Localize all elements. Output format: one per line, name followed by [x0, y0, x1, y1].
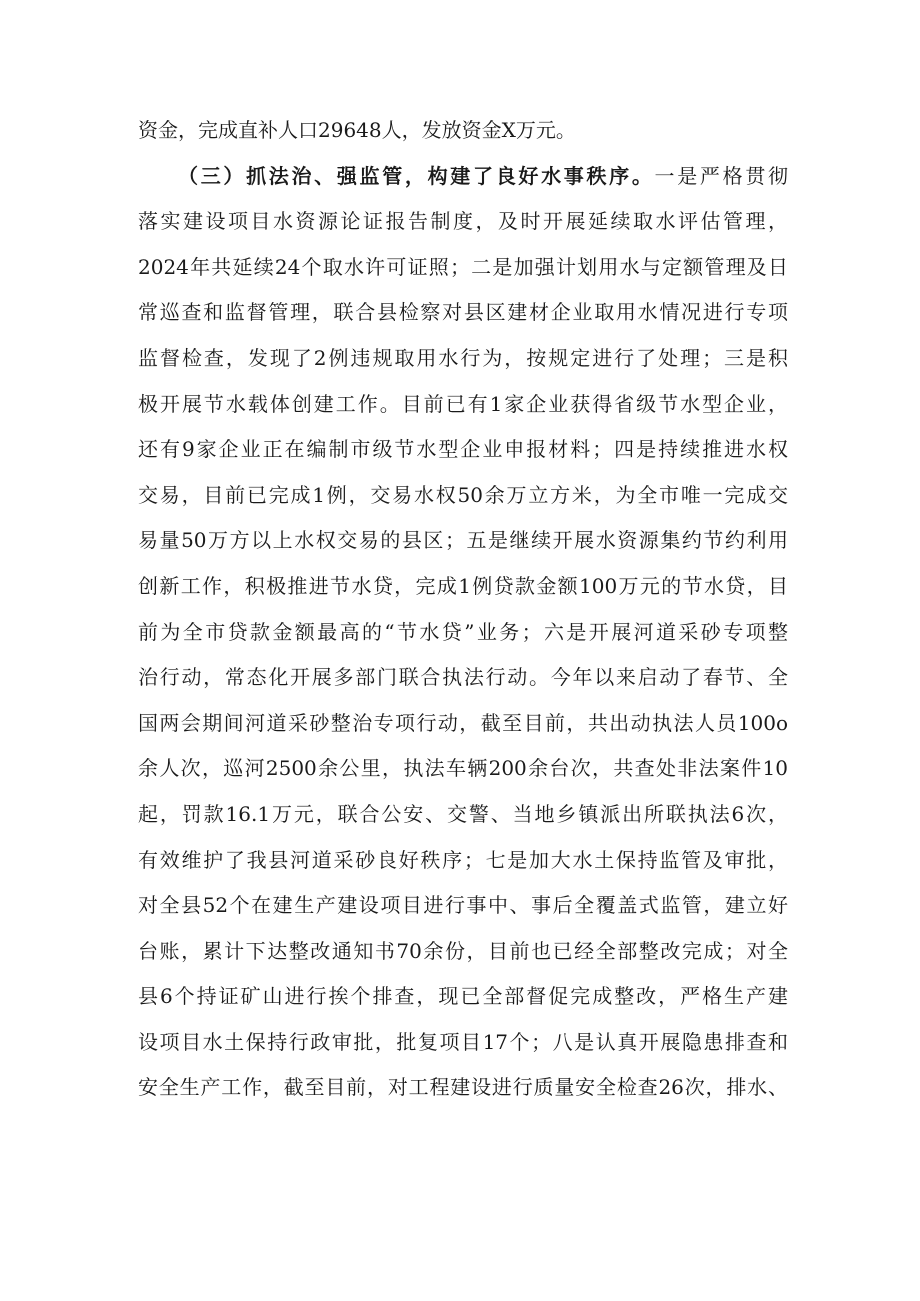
section-heading-continuation: 一是严格贯彻: [654, 163, 789, 188]
paragraph-line: 县6个持证矿山进行挨个排查，现已全部督促完成整改，严格生产建: [138, 984, 788, 1009]
paragraph-line: 台账，累计下达整改通知书70余份，目前也已经全部整改完成；对全: [138, 938, 788, 963]
paragraph-line: 创新工作，积极推进节水贷，完成1例贷款金额100万元的节水贷，目: [138, 573, 788, 598]
paragraph-line: 设项目水土保持行政审批，批复项目17个；八是认真开展隐患排查和: [138, 1029, 788, 1054]
paragraph-line: 国两会期间河道采砂整治专项行动，截至目前，共出动执法人员100o: [138, 710, 788, 735]
paragraph-line: 落实建设项目水资源论证报告制度，及时开展延续取水评估管理，: [138, 209, 788, 234]
section-heading: （三）抓法治、强监管，构建了良好水事秩序。: [178, 163, 655, 188]
paragraph-line: 余人次，巡河2500余公里，执法车辆200余台次，共查处非法案件10: [138, 756, 788, 781]
paragraph-line: 极开展节水载体创建工作。目前已有1家企业获得省级节水型企业，: [138, 391, 788, 416]
paragraph-line: 易量50万方以上水权交易的县区；五是继续开展水资源集约节约利用: [138, 528, 788, 553]
paragraph-line-1: 资金，完成直补人口29648人，发放资金X万元。: [138, 118, 576, 142]
paragraph-line: 前为全市贷款金额最高的“节水贷”业务；六是开展河道采砂专项整: [138, 619, 788, 644]
paragraph-line: 治行动，常态化开展多部门联合执法行动。今年以来启动了春节、全: [138, 665, 788, 690]
paragraph-line: 还有9家企业正在编制市级节水型企业申报材料；四是持续推进水权: [138, 437, 788, 462]
paragraph-line: 2024年共延续24个取水许可证照；二是加强计划用水与定额管理及日: [138, 254, 788, 279]
paragraph-line: 有效维护了我县河道采砂良好秩序；七是加大水土保持监管及审批，: [138, 847, 788, 872]
section-heading-line: [138, 154, 788, 200]
paragraph-line: 安全生产工作，截至目前，对工程建设进行质量安全检查26次，排水、: [138, 1075, 788, 1100]
paragraph-line: 交易，目前已完成1例，交易水权50余万立方米，为全市唯一完成交: [138, 482, 788, 507]
paragraph-line: 起，罚款16.1万元，联合公安、交警、当地乡镇派出所联执法6次，: [138, 801, 788, 826]
paragraph-line: 对全县52个在建生产建设项目进行事中、事后全覆盖式监管，建立好: [138, 893, 788, 918]
paragraph-line: 常巡查和监督管理，联合县检察对县区建材企业取用水情况进行专项: [138, 300, 788, 325]
body-text: [138, 108, 788, 1111]
paragraph-line: 监督检查，发现了2例违规取用水行为，按规定进行了处理；三是积: [138, 345, 788, 370]
